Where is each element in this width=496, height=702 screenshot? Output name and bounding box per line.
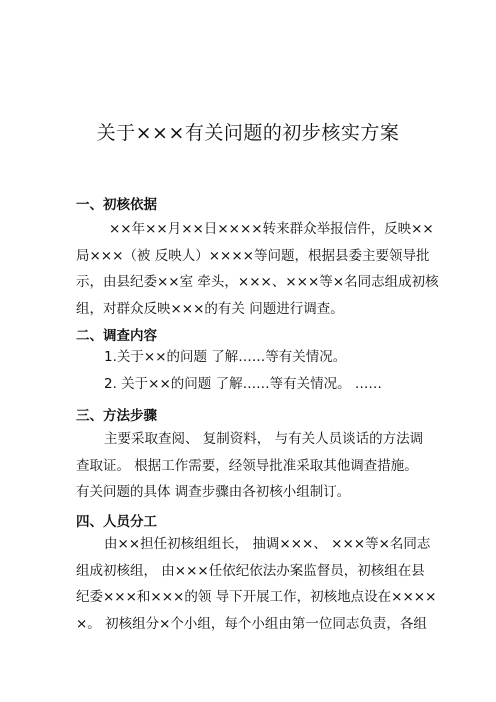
section-heading-content: 二、调查内容 bbox=[76, 328, 157, 344]
paragraph-line: 主要采取查阅、 复制资料， 与有关人员谈话的方法调 bbox=[104, 431, 424, 447]
paragraph-line: ××年××月××日××××转来群众举报信件，反映×× bbox=[109, 221, 434, 237]
section-heading-method: 三、方法步骤 bbox=[76, 408, 157, 424]
paragraph-line: 纪委×××和×××的领 导下开展工作，初核地点设在×××× bbox=[76, 589, 437, 606]
section-heading-staffing: 四、人员分工 bbox=[76, 514, 157, 530]
paragraph-line: 由××担任初核组组长， 抽调×××、 ×××等×名同志 bbox=[104, 536, 431, 552]
paragraph-line: 有关问题的具体 调查步骤由各初核小组制订。 bbox=[76, 484, 351, 501]
section-body-basis bbox=[76, 216, 439, 322]
paragraph-line: ×。 初核组分×个小组，每个小组由第一位同志负责，各组 bbox=[76, 615, 427, 632]
section-body-content bbox=[104, 344, 382, 397]
paragraph-line: 组成初核组， 由×××任依纪依法办案监督员，初核组在县 bbox=[76, 562, 425, 579]
section-body-staffing bbox=[76, 531, 436, 637]
paragraph-line: 查取证。 根据工作需要，经领导批准采取其他调查措施。 bbox=[76, 457, 418, 474]
section-body-method bbox=[76, 426, 423, 506]
paragraph-line: 示，由县纪委××室 牵头，×××、×××等×名同志组成初核 bbox=[76, 274, 439, 291]
section-heading-basis: 一、初核依据 bbox=[76, 197, 157, 213]
paragraph-line: 局×××（被 反映人）××××等问题，根据县委主要领导批 bbox=[76, 247, 430, 264]
paragraph-line: 组，对群众反映×××的有关 问题进行调查。 bbox=[76, 300, 344, 317]
paragraph-line: 2. 关于××的问题 了解……等有关情况。 …… bbox=[104, 375, 382, 392]
paragraph-line: 1.关于××的问题 了解……等有关情况。 bbox=[104, 349, 347, 365]
document-title: 关于×××有关问题的初步核实方案 bbox=[96, 122, 400, 144]
